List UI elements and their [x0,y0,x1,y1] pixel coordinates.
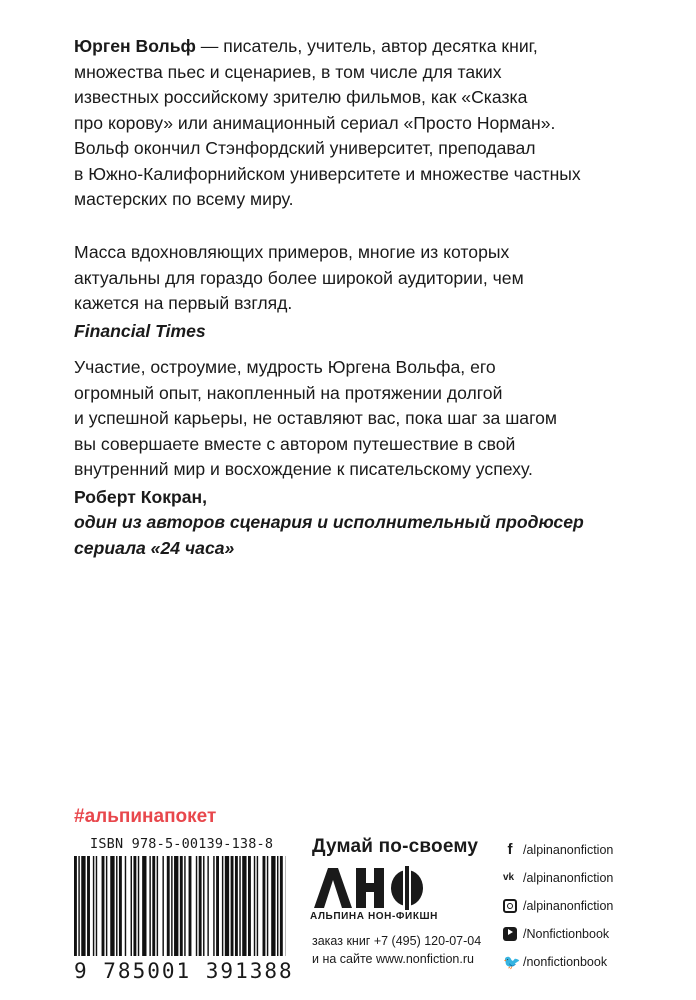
social-label: /alpinanonfiction [523,843,614,857]
review-source-role: один из авторов сценария и исполнительный продюсер [74,512,584,532]
twitter-icon: 🐦 [503,954,521,970]
review-line: и успешной карьеры, не оставляют вас, пока шаг за шагом [74,408,558,428]
bio-line: про корову» или анимационный сериал «Просто Норман». [74,112,556,133]
barcode-bar [102,856,105,956]
isbn-text: ISBN 978-5-00139-138-8 [90,836,274,852]
bio-line: — писатель, учитель, автор десятка книг, [195,36,538,56]
barcode-bar [78,856,79,956]
barcode-bar [162,856,163,956]
slogan: Думай по-своему [312,836,479,857]
barcode-bar [242,856,246,956]
barcode-bar [267,856,268,956]
order-phone: заказ книг +7 (495) 120-07-04 [312,934,482,948]
barcode-bar [254,856,255,956]
barcode-bar [257,856,258,956]
barcode-bar [263,856,266,956]
barcode-bar [74,856,77,956]
barcode-bar [131,856,132,956]
barcode-bar [149,856,150,956]
barcode-bar [213,856,214,956]
social-instagram[interactable] [503,892,613,920]
barcode-bar [184,856,185,956]
vk-icon: vk [503,872,515,883]
barcode-bar [125,856,126,956]
review-source-name: Роберт Кокран, [74,486,208,507]
barcode-bar [271,856,275,956]
bio-line: в Южно-Калифорнийском университете и множестве частных [74,163,581,184]
barcode-bar [189,856,192,956]
social-facebook[interactable] [503,836,613,864]
review-source: Financial Times [74,320,206,341]
review-line: Участие, остроумие, мудрость Юргена Вольфа, его [74,357,496,377]
barcode-bar [81,856,85,956]
barcode-bar [235,856,238,956]
social-label: /nonfictionbook [523,955,608,969]
barcode-bar [174,856,178,956]
barcode-bar [225,856,229,956]
barcode-bar [199,856,202,956]
barcode-bar [119,856,122,956]
barcode-bar [93,856,94,956]
barcode-bar [133,856,136,956]
barcode-bar [203,856,204,956]
barcode-bar [222,856,223,956]
review-source-role: сериала «24 часа» [74,537,235,558]
review-line: Масса вдохновляющих примеров, многие из которых [74,242,510,262]
review-financial-times [74,240,634,344]
social-twitter[interactable] [503,948,613,976]
ean-digits: 9 785001 391388 [74,959,294,983]
facebook-icon: f [507,841,513,858]
barcode-bar [216,856,219,956]
barcode-bar [96,856,97,956]
review-source [74,485,634,562]
barcode-bar [138,856,139,956]
hashtag: #альпинапокет [74,806,217,827]
barcode-bar [180,856,183,956]
review-line: вы совершаете вместе с автором путешествие в свой [74,433,516,454]
review-line: огромный опыт, накопленный на протяжении долгой [74,382,503,403]
barcode-bar [280,856,283,956]
social-youtube[interactable] [503,920,613,948]
social-label: /Nonfictionbook [523,927,610,941]
barcode-bar [231,856,234,956]
author-name: Юрген Вольф [74,36,196,56]
barcode-bar [239,856,240,956]
bio-line: множества пьес и сценариев, в том числе для таких [74,61,502,82]
bio-line: Вольф окончил Стэнфордский университет, преподавал [74,138,536,158]
youtube-icon [503,927,517,941]
barcode-bar [167,856,170,956]
barcode-bar [277,856,278,956]
publisher-logo [312,866,424,910]
order-site[interactable]: и на сайте www.nonfiction.ru [312,952,474,966]
barcode-bar [116,856,117,956]
barcode-bar [171,856,172,956]
barcode-bar [110,856,114,956]
barcode-bar [196,856,197,956]
order-info [312,932,481,968]
barcode-bar [152,856,155,956]
barcode-bar [142,856,146,956]
social-vk[interactable] [503,864,613,892]
bio-line: мастерских по всему миру. [74,189,294,209]
review-line: актуальны для гораздо более широкой аудитории, чем [74,267,524,288]
barcode-bar [207,856,208,956]
barcode-bar [87,856,90,956]
social-label: /alpinanonfiction [523,899,614,913]
barcode-bar [106,856,107,956]
review-cochran [74,355,634,561]
bio-line: известных российскому зрителю фильмов, как «Сказка [74,87,528,107]
social-label: /alpinanonfiction [523,871,614,885]
author-bio [74,34,634,213]
barcode-bar [157,856,158,956]
barcode-bar [248,856,251,956]
instagram-icon [503,899,517,913]
review-line: кажется на первый взгляд. [74,293,293,313]
publisher-name: АЛЬПИНА НОН-ФИКШН [310,911,438,922]
social-links [503,836,613,976]
barcode [74,856,286,956]
review-line: внутренний мир и восхождение к писательскому успеху. [74,459,533,479]
